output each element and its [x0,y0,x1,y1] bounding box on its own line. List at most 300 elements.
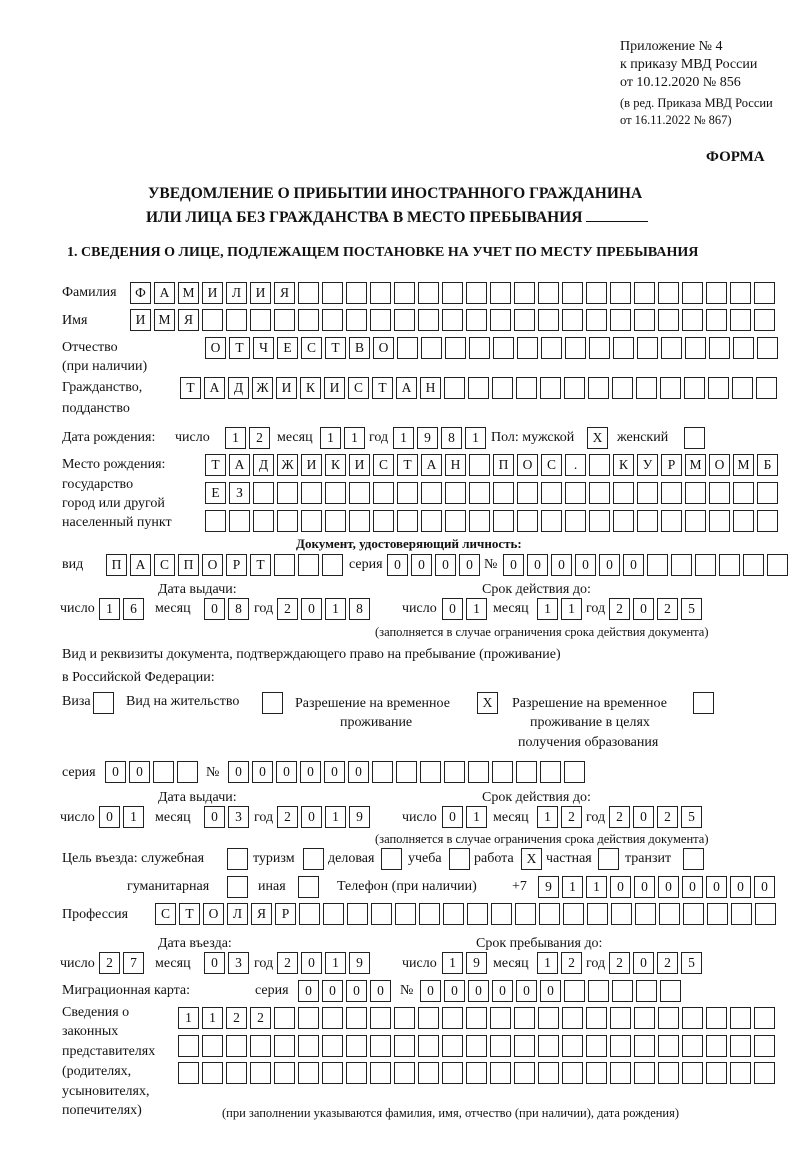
char-cell[interactable] [373,482,394,504]
char-cell[interactable] [468,761,489,783]
char-cell[interactable]: И [349,454,370,476]
char-cell[interactable]: К [300,377,321,399]
char-cell[interactable]: 1 [442,952,463,974]
char-cell[interactable]: 1 [465,427,486,449]
char-cell[interactable] [757,482,778,504]
char-cell[interactable] [706,1035,727,1057]
char-cell[interactable] [322,1007,343,1029]
char-cell[interactable]: Д [228,377,249,399]
char-cell[interactable] [733,482,754,504]
char-cell[interactable] [731,903,752,925]
char-cell[interactable]: У [637,454,658,476]
char-cell[interactable]: 0 [706,876,727,898]
char-cell[interactable]: 2 [561,952,582,974]
char-cell[interactable] [370,309,391,331]
char-cell[interactable]: Ф [130,282,151,304]
char-cell[interactable]: 1 [225,427,246,449]
char-cell[interactable] [229,510,250,532]
char-cell[interactable] [538,1035,559,1057]
char-cell[interactable] [564,761,585,783]
char-cell[interactable]: 0 [411,554,432,576]
char-cell[interactable] [706,309,727,331]
char-cell[interactable] [767,554,788,576]
char-cell[interactable] [205,510,226,532]
char-cell[interactable] [444,761,465,783]
char-cell[interactable]: 2 [609,952,630,974]
char-cell[interactable]: М [154,309,175,331]
char-cell[interactable]: 8 [441,427,462,449]
char-cell[interactable]: К [613,454,634,476]
char-cell[interactable] [706,1007,727,1029]
char-cell[interactable] [659,903,680,925]
char-cell[interactable]: 1 [466,598,487,620]
char-cell[interactable]: 0 [435,554,456,576]
char-cell[interactable] [420,761,441,783]
char-cell[interactable] [322,1062,343,1084]
char-cell[interactable]: 0 [370,980,391,1002]
char-cell[interactable]: 1 [562,876,583,898]
char-cell[interactable] [610,309,631,331]
char-cell[interactable] [442,1062,463,1084]
char-cell[interactable]: Е [205,482,226,504]
char-cell[interactable] [442,1007,463,1029]
char-cell[interactable]: 0 [300,761,321,783]
char-cell[interactable] [153,761,174,783]
char-cell[interactable]: А [154,282,175,304]
checkbox-cell[interactable]: X [521,848,542,870]
char-cell[interactable]: С [373,454,394,476]
char-cell[interactable] [516,377,537,399]
char-cell[interactable] [469,454,490,476]
char-cell[interactable] [394,309,415,331]
char-cell[interactable] [565,337,586,359]
char-cell[interactable] [647,554,668,576]
char-cell[interactable]: Ж [277,454,298,476]
char-cell[interactable] [754,1062,775,1084]
char-cell[interactable] [695,554,716,576]
char-cell[interactable]: 2 [277,952,298,974]
char-cell[interactable] [541,510,562,532]
char-cell[interactable] [730,1007,751,1029]
char-cell[interactable] [253,510,274,532]
char-cell[interactable] [467,903,488,925]
char-cell[interactable] [346,1035,367,1057]
char-cell[interactable]: И [276,377,297,399]
char-cell[interactable]: Т [397,454,418,476]
char-cell[interactable]: Т [205,454,226,476]
char-cell[interactable] [468,377,489,399]
char-cell[interactable] [610,1062,631,1084]
char-cell[interactable] [611,903,632,925]
char-cell[interactable]: 9 [349,806,370,828]
char-cell[interactable]: 5 [681,952,702,974]
char-cell[interactable]: 1 [178,1007,199,1029]
char-cell[interactable] [564,377,585,399]
char-cell[interactable] [515,903,536,925]
char-cell[interactable]: 1 [123,806,144,828]
char-cell[interactable]: 0 [322,980,343,1002]
char-cell[interactable]: 2 [561,806,582,828]
char-cell[interactable] [274,1007,295,1029]
char-cell[interactable] [514,309,535,331]
char-cell[interactable] [442,309,463,331]
char-cell[interactable] [709,510,730,532]
char-cell[interactable]: 0 [301,598,322,620]
char-cell[interactable] [226,1035,247,1057]
char-cell[interactable] [709,482,730,504]
char-cell[interactable] [394,282,415,304]
char-cell[interactable]: Б [757,454,778,476]
char-cell[interactable]: А [396,377,417,399]
checkbox-cell[interactable]: X [587,427,608,449]
char-cell[interactable]: 2 [99,952,120,974]
char-cell[interactable]: 1 [537,598,558,620]
char-cell[interactable] [637,482,658,504]
char-cell[interactable] [226,1062,247,1084]
char-cell[interactable] [466,282,487,304]
char-cell[interactable] [492,761,513,783]
char-cell[interactable] [466,1062,487,1084]
char-cell[interactable] [492,377,513,399]
char-cell[interactable] [493,482,514,504]
char-cell[interactable] [370,1035,391,1057]
char-cell[interactable] [685,482,706,504]
char-cell[interactable]: З [229,482,250,504]
char-cell[interactable]: 2 [277,598,298,620]
char-cell[interactable]: И [301,454,322,476]
char-cell[interactable]: 0 [324,761,345,783]
char-cell[interactable]: 0 [442,598,463,620]
char-cell[interactable] [613,482,634,504]
char-cell[interactable] [733,337,754,359]
checkbox-cell[interactable] [598,848,619,870]
char-cell[interactable]: С [154,554,175,576]
char-cell[interactable] [634,309,655,331]
char-cell[interactable] [755,903,776,925]
char-cell[interactable]: В [349,337,370,359]
char-cell[interactable]: 1 [393,427,414,449]
char-cell[interactable]: 0 [633,806,654,828]
char-cell[interactable]: 2 [226,1007,247,1029]
char-cell[interactable] [469,510,490,532]
char-cell[interactable] [442,1035,463,1057]
char-cell[interactable] [589,482,610,504]
char-cell[interactable] [277,482,298,504]
char-cell[interactable] [490,1035,511,1057]
char-cell[interactable]: 1 [537,806,558,828]
char-cell[interactable] [514,1035,535,1057]
char-cell[interactable] [443,903,464,925]
char-cell[interactable]: Т [372,377,393,399]
checkbox-cell[interactable]: X [477,692,498,714]
char-cell[interactable]: 0 [420,980,441,1002]
char-cell[interactable] [418,1062,439,1084]
char-cell[interactable]: Н [420,377,441,399]
char-cell[interactable]: Т [179,903,200,925]
char-cell[interactable] [346,1007,367,1029]
char-cell[interactable] [493,510,514,532]
char-cell[interactable] [323,903,344,925]
char-cell[interactable] [586,1035,607,1057]
char-cell[interactable]: 0 [204,952,225,974]
char-cell[interactable]: 0 [204,598,225,620]
char-cell[interactable] [298,309,319,331]
char-cell[interactable] [589,510,610,532]
char-cell[interactable]: 0 [503,554,524,576]
char-cell[interactable] [445,510,466,532]
char-cell[interactable] [445,337,466,359]
char-cell[interactable]: Я [274,282,295,304]
char-cell[interactable] [685,510,706,532]
char-cell[interactable]: И [324,377,345,399]
char-cell[interactable] [634,1062,655,1084]
char-cell[interactable] [202,1035,223,1057]
char-cell[interactable] [732,377,753,399]
char-cell[interactable] [565,482,586,504]
char-cell[interactable] [709,337,730,359]
char-cell[interactable]: 1 [537,952,558,974]
char-cell[interactable]: Д [253,454,274,476]
char-cell[interactable] [516,761,537,783]
char-cell[interactable]: 9 [349,952,370,974]
char-cell[interactable]: 1 [325,806,346,828]
char-cell[interactable]: П [106,554,127,576]
char-cell[interactable] [661,510,682,532]
char-cell[interactable] [421,510,442,532]
char-cell[interactable]: 5 [681,806,702,828]
char-cell[interactable]: С [348,377,369,399]
char-cell[interactable]: 0 [444,980,465,1002]
char-cell[interactable]: А [204,377,225,399]
char-cell[interactable]: И [130,309,151,331]
char-cell[interactable]: О [202,554,223,576]
char-cell[interactable] [274,309,295,331]
char-cell[interactable]: 0 [228,761,249,783]
char-cell[interactable]: 1 [561,598,582,620]
char-cell[interactable] [370,1062,391,1084]
char-cell[interactable]: К [325,454,346,476]
char-cell[interactable] [756,377,777,399]
char-cell[interactable]: М [178,282,199,304]
char-cell[interactable] [298,282,319,304]
char-cell[interactable]: Я [178,309,199,331]
char-cell[interactable] [298,554,319,576]
char-cell[interactable]: 0 [623,554,644,576]
char-cell[interactable]: 0 [633,952,654,974]
char-cell[interactable] [661,337,682,359]
char-cell[interactable] [754,282,775,304]
char-cell[interactable] [540,377,561,399]
char-cell[interactable]: 0 [276,761,297,783]
checkbox-cell[interactable] [303,848,324,870]
char-cell[interactable]: 0 [105,761,126,783]
char-cell[interactable]: 9 [417,427,438,449]
char-cell[interactable] [322,309,343,331]
char-cell[interactable] [490,1007,511,1029]
char-cell[interactable] [730,1035,751,1057]
char-cell[interactable] [349,482,370,504]
char-cell[interactable] [370,282,391,304]
char-cell[interactable] [397,337,418,359]
char-cell[interactable] [370,1007,391,1029]
char-cell[interactable] [250,1062,271,1084]
checkbox-cell[interactable] [683,848,704,870]
char-cell[interactable] [733,510,754,532]
char-cell[interactable] [445,482,466,504]
char-cell[interactable] [325,482,346,504]
char-cell[interactable]: 1 [99,598,120,620]
char-cell[interactable]: Л [227,903,248,925]
char-cell[interactable] [757,510,778,532]
char-cell[interactable] [466,1035,487,1057]
char-cell[interactable] [706,1062,727,1084]
char-cell[interactable]: А [229,454,250,476]
char-cell[interactable] [325,510,346,532]
char-cell[interactable]: 8 [349,598,370,620]
char-cell[interactable] [538,1007,559,1029]
char-cell[interactable]: 2 [250,1007,271,1029]
char-cell[interactable] [660,377,681,399]
char-cell[interactable]: 3 [228,952,249,974]
char-cell[interactable]: 5 [681,598,702,620]
char-cell[interactable]: 0 [754,876,775,898]
char-cell[interactable] [637,337,658,359]
char-cell[interactable] [636,980,657,1002]
char-cell[interactable] [250,1035,271,1057]
char-cell[interactable] [493,337,514,359]
char-cell[interactable]: О [205,337,226,359]
char-cell[interactable]: С [301,337,322,359]
char-cell[interactable]: Ч [253,337,274,359]
char-cell[interactable]: П [178,554,199,576]
char-cell[interactable] [322,282,343,304]
char-cell[interactable]: 6 [123,598,144,620]
char-cell[interactable]: 0 [551,554,572,576]
char-cell[interactable] [466,1007,487,1029]
char-cell[interactable]: 0 [129,761,150,783]
checkbox-cell[interactable] [693,692,714,714]
char-cell[interactable] [563,903,584,925]
char-cell[interactable]: Ж [252,377,273,399]
char-cell[interactable] [636,377,657,399]
char-cell[interactable] [490,1062,511,1084]
char-cell[interactable] [588,377,609,399]
char-cell[interactable]: 0 [204,806,225,828]
char-cell[interactable] [743,554,764,576]
char-cell[interactable]: О [517,454,538,476]
char-cell[interactable]: 2 [657,952,678,974]
char-cell[interactable]: С [155,903,176,925]
char-cell[interactable]: 1 [466,806,487,828]
char-cell[interactable]: 0 [599,554,620,576]
char-cell[interactable]: М [733,454,754,476]
char-cell[interactable]: 0 [658,876,679,898]
char-cell[interactable] [394,1007,415,1029]
char-cell[interactable] [754,1035,775,1057]
char-cell[interactable] [444,377,465,399]
char-cell[interactable]: . [565,454,586,476]
char-cell[interactable]: П [493,454,514,476]
char-cell[interactable] [373,510,394,532]
char-cell[interactable]: Т [250,554,271,576]
char-cell[interactable] [372,761,393,783]
char-cell[interactable] [371,903,392,925]
char-cell[interactable] [395,903,416,925]
char-cell[interactable]: Т [325,337,346,359]
char-cell[interactable] [612,377,633,399]
char-cell[interactable]: Л [226,282,247,304]
char-cell[interactable]: 0 [575,554,596,576]
char-cell[interactable] [565,510,586,532]
char-cell[interactable] [586,282,607,304]
char-cell[interactable] [682,1062,703,1084]
char-cell[interactable]: Т [229,337,250,359]
char-cell[interactable] [322,554,343,576]
char-cell[interactable] [562,1007,583,1029]
char-cell[interactable]: О [709,454,730,476]
char-cell[interactable] [564,980,585,1002]
char-cell[interactable] [539,903,560,925]
char-cell[interactable]: 1 [344,427,365,449]
char-cell[interactable]: 1 [202,1007,223,1029]
char-cell[interactable] [349,510,370,532]
char-cell[interactable] [637,510,658,532]
checkbox-cell[interactable] [262,692,283,714]
char-cell[interactable]: 0 [252,761,273,783]
char-cell[interactable] [347,903,368,925]
char-cell[interactable] [178,1062,199,1084]
char-cell[interactable] [586,309,607,331]
char-cell[interactable] [588,980,609,1002]
char-cell[interactable] [442,282,463,304]
char-cell[interactable] [613,510,634,532]
char-cell[interactable]: 0 [527,554,548,576]
char-cell[interactable] [274,1035,295,1057]
char-cell[interactable] [346,1062,367,1084]
char-cell[interactable] [418,309,439,331]
char-cell[interactable] [586,1007,607,1029]
char-cell[interactable]: 2 [277,806,298,828]
char-cell[interactable] [538,1062,559,1084]
char-cell[interactable] [397,482,418,504]
char-cell[interactable]: 0 [387,554,408,576]
char-cell[interactable] [682,1035,703,1057]
char-cell[interactable] [514,1062,535,1084]
checkbox-cell[interactable] [298,876,319,898]
char-cell[interactable]: С [541,454,562,476]
char-cell[interactable] [757,337,778,359]
char-cell[interactable] [707,903,728,925]
char-cell[interactable] [719,554,740,576]
char-cell[interactable] [730,309,751,331]
char-cell[interactable] [634,1035,655,1057]
char-cell[interactable] [301,482,322,504]
char-cell[interactable]: 3 [228,806,249,828]
char-cell[interactable] [202,309,223,331]
char-cell[interactable] [538,309,559,331]
char-cell[interactable] [178,1035,199,1057]
char-cell[interactable] [661,482,682,504]
checkbox-cell[interactable] [227,876,248,898]
char-cell[interactable]: 2 [249,427,270,449]
char-cell[interactable] [612,980,633,1002]
char-cell[interactable]: М [685,454,706,476]
char-cell[interactable]: 0 [301,952,322,974]
char-cell[interactable]: Р [661,454,682,476]
char-cell[interactable]: О [373,337,394,359]
char-cell[interactable]: 1 [325,598,346,620]
char-cell[interactable]: Т [180,377,201,399]
